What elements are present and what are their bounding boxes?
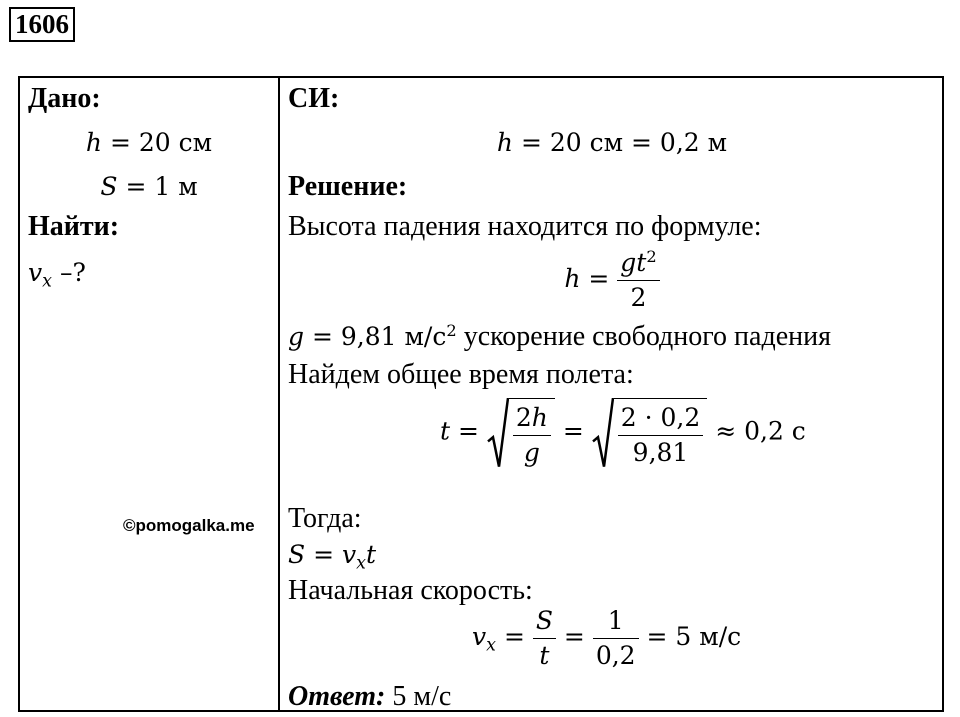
solution-heading: Решение: — [288, 171, 408, 202]
g-description: ускорение свободного падения — [463, 321, 831, 352]
formula-distance: $S = v_xt$ — [288, 540, 377, 574]
step1-text: Высота падения находится по формуле: — [288, 211, 762, 242]
step3-text: Тогда: — [288, 503, 362, 534]
formula-velocity: $v_x$ = $\frac{S}{t}$ = $\frac{1}{0,2}$ = 5 м/с — [472, 606, 742, 670]
solution-table — [18, 76, 944, 712]
given-h: h = 20 см — [85, 128, 213, 157]
step2-text: Найдем общее время полета: — [288, 359, 634, 390]
g-line — [288, 320, 831, 354]
find-vx: $v_x$ –? — [28, 258, 86, 292]
find-heading: Найти: — [28, 211, 120, 242]
given-s: S = 1 м — [100, 172, 198, 201]
given-heading: Дано: — [28, 83, 101, 114]
sqrt-2h-g: $\frac{2h}{g}$ — [487, 398, 555, 468]
watermark: ©pomogalka.me — [123, 516, 255, 535]
si-conversion: h = 20 см = 0,2 м — [496, 128, 728, 157]
answer-value: 5 м/с — [392, 681, 452, 712]
problem-number: 1606 — [9, 7, 75, 42]
si-heading: СИ: — [288, 83, 340, 114]
formula-time: t = $\frac{2h}{g}$ = $\frac{2 \cdot 0,2}{9,81}$ ≈ 0,2 с — [440, 398, 806, 468]
column-divider — [278, 78, 280, 710]
answer-line — [288, 680, 451, 714]
answer-label: Ответ: — [288, 681, 386, 712]
g-value: g = 9,81 $м/с^2$ — [288, 321, 457, 351]
formula-height: h = $\frac{gt^2}{2}$ — [280, 248, 944, 313]
step4-text: Начальная скорость: — [288, 575, 533, 606]
sqrt-numeric: $\frac{2 \cdot 0,2}{9,81}$ — [592, 398, 708, 468]
